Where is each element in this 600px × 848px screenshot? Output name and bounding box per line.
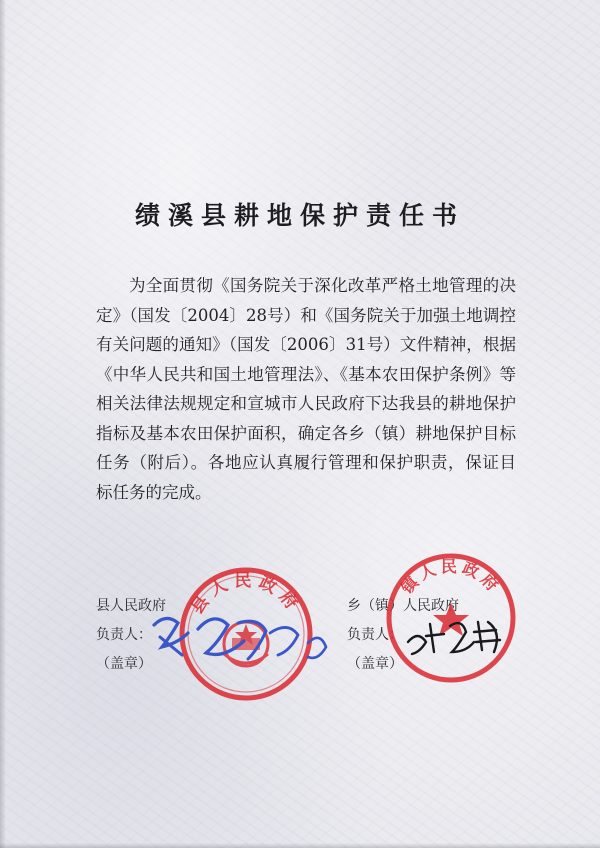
svg-text:镇人民政府: 镇人民政府	[397, 557, 505, 598]
town-responsible-label: 负责人：	[347, 627, 403, 643]
county-seal-note: （盖章）	[96, 656, 152, 672]
county-responsible-label: 负责人：	[96, 627, 152, 643]
page-shadow-bottom	[0, 843, 600, 848]
document-title: 绩溪县耕地保护责任书	[134, 201, 465, 230]
document-body: 为全面贯彻《国务院关于深化改革严格土地管理的决定》（国发〔2004〕28号）和《国务院关于加强土地调控有关问题的通知》（国发〔2006〕31号）文件精神，根据《中华人民共和国土地管理法》、《基本农田保护条例》等相关法律法规规定和宣城市人民政府下达我县的耕地保护指标及基本农田保护面积，确定各乡（镇）耕地保护目标任务（附后）。各地应认真履行管理和保护职责，保证目标任务的完成。	[96, 276, 516, 502]
page-shadow-left	[0, 0, 6, 848]
svg-text:县人民政府: 县人民政府	[187, 570, 305, 618]
town-handwritten-signature	[404, 612, 514, 660]
county-government-label: 县人民政府	[96, 598, 166, 614]
town-government-label: 乡（镇）人民政府	[347, 598, 459, 614]
county-handwritten-signature	[148, 603, 338, 673]
town-seal-note: （盖章）	[347, 656, 403, 672]
